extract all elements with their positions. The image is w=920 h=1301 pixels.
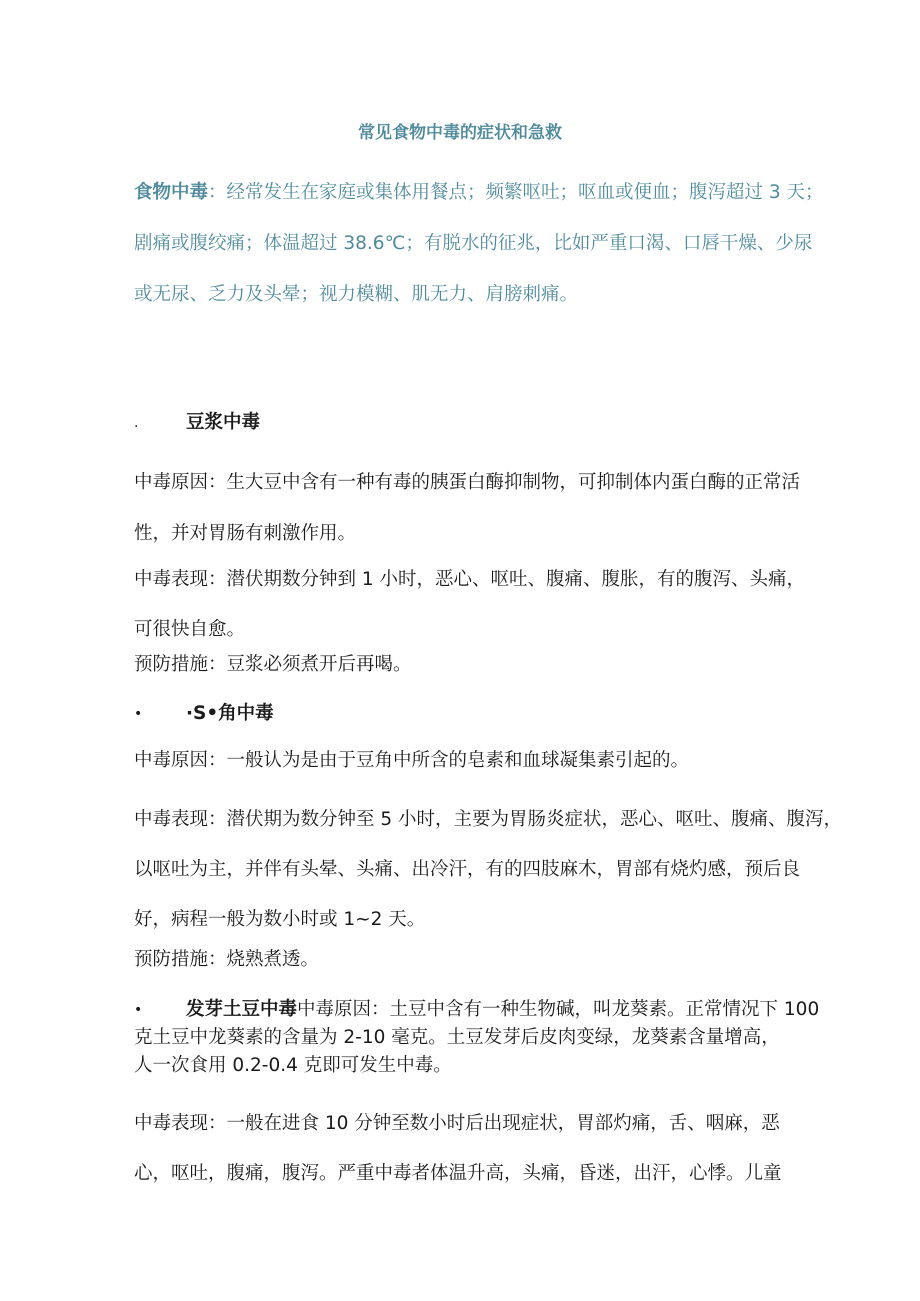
section-first-line (186, 997, 820, 1023)
symptom-line: 中毒表现：潜伏期数分钟到 1 小时，恶心、呕吐、腹痛、腹胀，有的腹泻、头痛， (134, 569, 806, 590)
symptom-line: 可很快自愈。 (134, 619, 246, 640)
section-cause (134, 1024, 806, 1080)
symptom-line: 中毒表现：潜伏期为数分钟至 5 小时，主要为胃肠炎症状，恶心、呕吐、腹痛、腹泻， (134, 809, 843, 830)
list-marker: . (134, 415, 139, 431)
section-cause (134, 748, 806, 774)
section-cause (134, 457, 806, 559)
list-marker: • (134, 1002, 143, 1018)
cause-line: 人一次食用 0.2-0.4 克即可发生中毒。 (134, 1055, 452, 1076)
page-title: 常见食物中毒的症状和急救 (358, 123, 562, 143)
intro-lead: 食物中毒 (134, 182, 209, 203)
intro-paragraph (134, 167, 824, 320)
section-prevention: 预防措施：豆浆必须煮开后再喝。 (134, 654, 412, 675)
section-symptoms (134, 1099, 806, 1199)
section-symptoms (134, 555, 806, 655)
cause-line: 性，并对胃肠有刺激作用。 (134, 523, 357, 544)
intro-line-1 (134, 167, 824, 218)
cause-line: 中毒原因：一般认为是由于豆角中所含的皂素和血球凝集素引起的。 (134, 750, 690, 771)
section-heading: 豆浆中毒 (186, 412, 261, 433)
section-symptoms (134, 795, 843, 945)
intro-line-2: 剧痛或腹绞痛；体温超过 38.6℃；有脱水的征兆，比如严重口渴、口唇干燥、少尿 (134, 233, 813, 254)
section-heading: 发芽土豆中毒 (186, 999, 298, 1020)
symptom-line: 心，呕吐，腹痛，腹泻。严重中毒者体温升高，头痛，昏迷，出汗，心悸。儿童 (134, 1163, 782, 1184)
list-marker: • (134, 706, 143, 722)
intro-line-3: 或无尿、乏力及头晕；视力模糊、肌无力、肩膀刺痛。 (134, 284, 579, 305)
section-prevention: 预防措施：烧熟煮透。 (134, 949, 320, 970)
symptom-line: 中毒表现：一般在进食 10 分钟至数小时后出现症状，胃部灼痛，舌、咽麻，恶 (134, 1113, 780, 1134)
symptom-line: 好，病程一般为数小时或 1~2 天。 (134, 909, 426, 930)
symptom-line: 以呕吐为主，并伴有头晕、头痛、出冷汗，有的四肢麻木，胃部有烧灼感，预后良 (134, 859, 801, 880)
cause-line: 中毒原因：生大豆中含有一种有毒的胰蛋白酶抑制物，可抑制体内蛋白酶的正常活 (134, 472, 801, 493)
cause-line: 中毒原因：土豆中含有一种生物碱，叫龙葵素。正常情况下 100 (297, 999, 820, 1020)
intro-text: ：经常发生在家庭或集体用餐点；频繁呕吐；呕血或便血；腹泻超过 3 天； (208, 182, 824, 203)
section-heading: ·S•角中毒 (186, 703, 274, 724)
cause-line: 克土豆中龙葵素的含量为 2-10 毫克。土豆发芽后皮肉变绿，龙葵素含量增高， (134, 1027, 780, 1048)
